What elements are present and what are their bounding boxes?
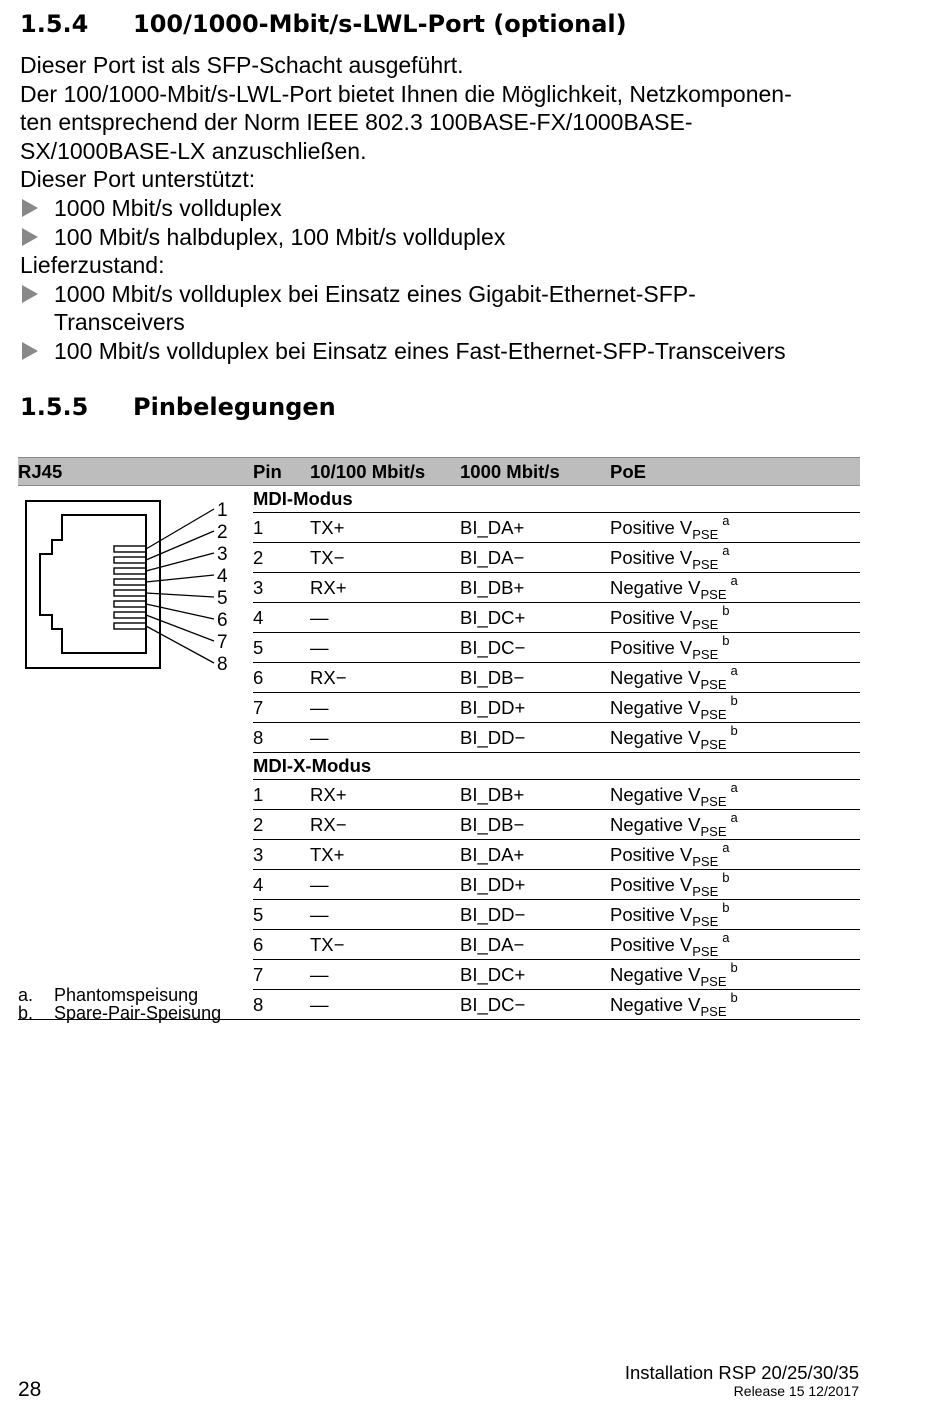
table-row (18, 693, 860, 723)
gigabit-cell: BI_DD− (460, 723, 610, 753)
section-number: 1.5.4 (20, 10, 89, 38)
vpse-subscript: PSE (700, 974, 727, 990)
footer-release: Release 15 12/2017 (733, 1383, 859, 1399)
pin-number-label: 3 (217, 544, 228, 565)
pin-number-label: 1 (217, 500, 228, 521)
gigabit-cell: BI_DB− (460, 663, 610, 693)
vpse-symbol: V (688, 577, 701, 599)
vpse-subscript: PSE (700, 1004, 727, 1020)
gigabit-cell: BI_DA− (460, 543, 610, 573)
supports-label: Dieser Port unterstützt: (20, 166, 256, 193)
pin-cell: 5 (253, 633, 310, 663)
section-heading-pinbelegungen (20, 393, 336, 421)
footnote-label: a. (18, 985, 34, 1005)
header-10-100: 10/100 Mbit/s (310, 458, 460, 486)
fast-ethernet-cell: RX− (310, 810, 460, 840)
pin-cell: 8 (253, 990, 310, 1020)
footnote-ref: b (722, 633, 730, 649)
table-row (18, 930, 860, 960)
pin-number-label: 8 (217, 654, 228, 675)
gigabit-cell: BI_DD+ (460, 870, 610, 900)
poe-cell (610, 780, 860, 810)
fast-ethernet-cell: — (310, 900, 460, 930)
pin-cell: 1 (253, 513, 310, 543)
poe-polarity: Negative (610, 667, 684, 689)
footnote-text: Spare-Pair-Speisung (54, 1003, 222, 1023)
header-poe: PoE (610, 458, 860, 486)
mode-row (18, 753, 860, 780)
leader-line (146, 509, 214, 549)
triangle-bullet-icon (22, 285, 38, 303)
vpse-subscript: PSE (692, 557, 719, 573)
poe-cell (610, 663, 860, 693)
pin-cell: 4 (253, 603, 310, 633)
footnote-ref: b (722, 870, 730, 886)
fast-ethernet-cell: RX+ (310, 780, 460, 810)
footnote-ref: a (722, 513, 730, 529)
footnote-text: Phantomspeisung (54, 985, 199, 1005)
fast-ethernet-cell: RX+ (310, 573, 460, 603)
poe-cell (610, 990, 860, 1020)
pin-number-label: 6 (217, 610, 228, 631)
pin-number-label: 4 (217, 566, 228, 587)
pin-cell: 2 (253, 810, 310, 840)
header-pin: Pin (253, 458, 310, 486)
poe-cell (610, 693, 860, 723)
pin-cell: 3 (253, 573, 310, 603)
rj45-cell (18, 870, 253, 900)
fast-ethernet-cell: — (310, 960, 460, 990)
desc-line-2: ten entsprechend der Norm IEEE 802.3 100BASE-FX/1000BASE- (20, 109, 693, 136)
bullet-text: 100 Mbit/s vollduplex bei Einsatz eines Fast-Ethernet-SFP-Transceivers (54, 337, 786, 364)
page-number: 28 (18, 1378, 42, 1401)
gigabit-cell: BI_DC+ (460, 960, 610, 990)
contact-pin (114, 546, 146, 552)
footnote-ref: b (722, 603, 730, 619)
fast-ethernet-cell: — (310, 723, 460, 753)
vpse-subscript: PSE (700, 707, 727, 723)
poe-cell (610, 633, 860, 663)
poe-polarity: Positive (610, 874, 675, 896)
pin-cell: 7 (253, 693, 310, 723)
fast-ethernet-cell: TX− (310, 930, 460, 960)
vpse-symbol: V (679, 874, 693, 896)
bullet-item (20, 223, 870, 252)
contact-pin (114, 568, 146, 574)
footnote-ref: b (722, 900, 730, 916)
pin-cell: 6 (253, 663, 310, 693)
header-1000: 1000 Mbit/s (460, 458, 610, 486)
vpse-symbol: V (688, 814, 701, 836)
vpse-subscript: PSE (700, 824, 727, 840)
table-row (18, 870, 860, 900)
footnote-ref: b (730, 990, 738, 1006)
triangle-bullet-icon (22, 342, 38, 360)
poe-cell (610, 603, 860, 633)
gigabit-cell: BI_DA− (460, 930, 610, 960)
contact-pin (114, 579, 146, 585)
leader-line (146, 593, 214, 597)
poe-polarity: Negative (610, 784, 684, 806)
footnote-ref: a (730, 663, 738, 679)
gigabit-cell: BI_DA+ (460, 513, 610, 543)
vpse-symbol: V (679, 637, 693, 659)
poe-cell (610, 930, 860, 960)
footnote-ref: b (730, 693, 738, 709)
contact-pin (114, 612, 146, 618)
fast-ethernet-cell: TX+ (310, 840, 460, 870)
mode-label: MDI-X-Modus (253, 753, 860, 780)
section-number: 1.5.5 (20, 393, 89, 421)
poe-polarity: Negative (610, 814, 684, 836)
vpse-subscript: PSE (700, 794, 727, 810)
contact-pin (114, 623, 146, 629)
vpse-subscript: PSE (692, 527, 719, 543)
pin-number-label: 5 (217, 588, 228, 609)
vpse-symbol: V (688, 697, 701, 719)
footnote-ref: a (722, 543, 730, 559)
pin-cell: 6 (253, 930, 310, 960)
default-label: Lieferzustand: (20, 252, 165, 279)
vpse-symbol: V (679, 904, 693, 926)
gigabit-cell: BI_DD+ (460, 693, 610, 723)
fast-ethernet-cell: — (310, 603, 460, 633)
poe-polarity: Positive (610, 517, 675, 539)
poe-polarity: Positive (610, 904, 675, 926)
vpse-symbol: V (688, 667, 701, 689)
gigabit-cell: BI_DB+ (460, 780, 610, 810)
poe-polarity: Negative (610, 577, 684, 599)
gigabit-cell: BI_DC− (460, 633, 610, 663)
table-row (18, 723, 860, 753)
poe-cell (610, 810, 860, 840)
footer-doc-title: Installation RSP 20/25/30/35 (624, 1362, 859, 1383)
vpse-symbol: V (688, 964, 701, 986)
pin-number-label: 2 (217, 522, 228, 543)
pin-cell: 8 (253, 723, 310, 753)
poe-cell (610, 573, 860, 603)
vpse-subscript: PSE (700, 677, 727, 693)
poe-cell (610, 900, 860, 930)
fast-ethernet-cell: — (310, 990, 460, 1020)
vpse-symbol: V (679, 934, 693, 956)
gigabit-cell: BI_DA+ (460, 840, 610, 870)
poe-cell (610, 513, 860, 543)
intro-text: Dieser Port ist als SFP-Schacht ausgeführt. (20, 52, 464, 78)
vpse-subscript: PSE (700, 587, 727, 603)
footnote-ref: b (730, 723, 738, 739)
fast-ethernet-cell: — (310, 633, 460, 663)
pin-number-label: 7 (217, 632, 228, 653)
footnote-ref: a (722, 930, 730, 946)
vpse-symbol: V (679, 607, 693, 629)
bullet-text: 1000 Mbit/s vollduplex bei Einsatz eines Gigabit-Ethernet-SFP- (54, 280, 696, 307)
bullet-item (20, 337, 870, 366)
footnote-ref: a (730, 810, 738, 826)
contact-pin (114, 601, 146, 607)
bullet-text-continued: Transceivers (54, 309, 185, 336)
rj45-cell (18, 723, 253, 753)
pin-cell: 5 (253, 900, 310, 930)
pin-cell: 1 (253, 780, 310, 810)
rj45-connector-diagram (18, 495, 243, 675)
poe-polarity: Positive (610, 934, 675, 956)
rj45-cell (18, 810, 253, 840)
vpse-subscript: PSE (692, 647, 719, 663)
header-rj45: RJ45 (18, 458, 253, 486)
fast-ethernet-cell: TX+ (310, 513, 460, 543)
footnote-label: b. (18, 1003, 34, 1023)
rj45-cell (18, 780, 253, 810)
section-heading-lwl-port (20, 10, 627, 38)
triangle-bullet-icon (22, 228, 38, 246)
fast-ethernet-cell: TX− (310, 543, 460, 573)
bullet-item (20, 280, 870, 337)
gigabit-cell: BI_DC− (460, 990, 610, 1020)
poe-cell (610, 723, 860, 753)
desc-line-3: SX/1000BASE-LX anzuschließen. (20, 137, 367, 164)
pin-number-labels (217, 500, 228, 675)
table-row (18, 780, 860, 810)
gigabit-cell: BI_DB+ (460, 573, 610, 603)
poe-polarity: Negative (610, 964, 684, 986)
pin-cell: 2 (253, 543, 310, 573)
desc-line-1: Der 100/1000-Mbit/s-LWL-Port bietet Ihnen die Möglichkeit, Netzkomponen- (20, 80, 792, 107)
section-lwl-body (20, 51, 870, 366)
vpse-subscript: PSE (700, 737, 727, 753)
section-title: Pinbelegungen (133, 393, 336, 421)
vpse-symbol: V (688, 994, 701, 1016)
footnote-ref: b (730, 960, 738, 976)
table-row (18, 840, 860, 870)
vpse-subscript: PSE (692, 884, 719, 900)
contact-pin (114, 590, 146, 596)
vpse-symbol: V (679, 547, 693, 569)
bullet-text: 1000 Mbit/s vollduplex (54, 194, 282, 221)
poe-cell (610, 840, 860, 870)
triangle-bullet-icon (22, 199, 38, 217)
poe-polarity: Negative (610, 697, 684, 719)
table-header-row (18, 458, 860, 486)
rj45-cell (18, 753, 253, 780)
pin-leader-lines (146, 509, 214, 663)
table-row (18, 900, 860, 930)
contact-pin (114, 557, 146, 563)
footnote-ref: a (730, 780, 738, 796)
poe-polarity: Negative (610, 994, 684, 1016)
rj45-cell (18, 840, 253, 870)
poe-polarity: Positive (610, 637, 675, 659)
leader-line (146, 626, 214, 663)
pin-cell: 7 (253, 960, 310, 990)
poe-cell (610, 870, 860, 900)
poe-cell (610, 543, 860, 573)
poe-polarity: Positive (610, 607, 675, 629)
gigabit-cell: BI_DC+ (460, 603, 610, 633)
bullet-text: 100 Mbit/s halbduplex, 100 Mbit/s vollduplex (54, 223, 506, 250)
table-row (18, 810, 860, 840)
section-title: 100/1000-Mbit/s-LWL-Port (optional) (133, 10, 627, 38)
poe-polarity: Negative (610, 727, 684, 749)
vpse-subscript: PSE (692, 914, 719, 930)
bullet-item (20, 194, 870, 223)
footnotes (18, 986, 221, 1022)
vpse-symbol: V (688, 727, 701, 749)
footnote-ref: a (730, 573, 738, 589)
leader-line (146, 575, 214, 582)
poe-polarity: Positive (610, 844, 675, 866)
vpse-subscript: PSE (692, 617, 719, 633)
vpse-symbol: V (688, 784, 701, 806)
rj45-cell (18, 693, 253, 723)
vpse-symbol: V (679, 517, 693, 539)
leader-line (146, 604, 214, 619)
fast-ethernet-cell: — (310, 693, 460, 723)
footnote-ref: a (722, 840, 730, 856)
poe-cell (610, 960, 860, 990)
fast-ethernet-cell: RX− (310, 663, 460, 693)
footnote-a (18, 986, 221, 1004)
pin-cell: 4 (253, 870, 310, 900)
leader-line (146, 615, 214, 641)
gigabit-cell: BI_DB− (460, 810, 610, 840)
poe-polarity: Positive (610, 547, 675, 569)
pin-cell: 3 (253, 840, 310, 870)
footnote-b (18, 1004, 221, 1022)
mode-label: MDI-Modus (253, 486, 860, 513)
fast-ethernet-cell: — (310, 870, 460, 900)
rj45-contacts (114, 546, 146, 629)
vpse-subscript: PSE (692, 944, 719, 960)
vpse-subscript: PSE (692, 854, 719, 870)
vpse-symbol: V (679, 844, 693, 866)
gigabit-cell: BI_DD− (460, 900, 610, 930)
rj45-cell (18, 930, 253, 960)
rj45-cell (18, 900, 253, 930)
